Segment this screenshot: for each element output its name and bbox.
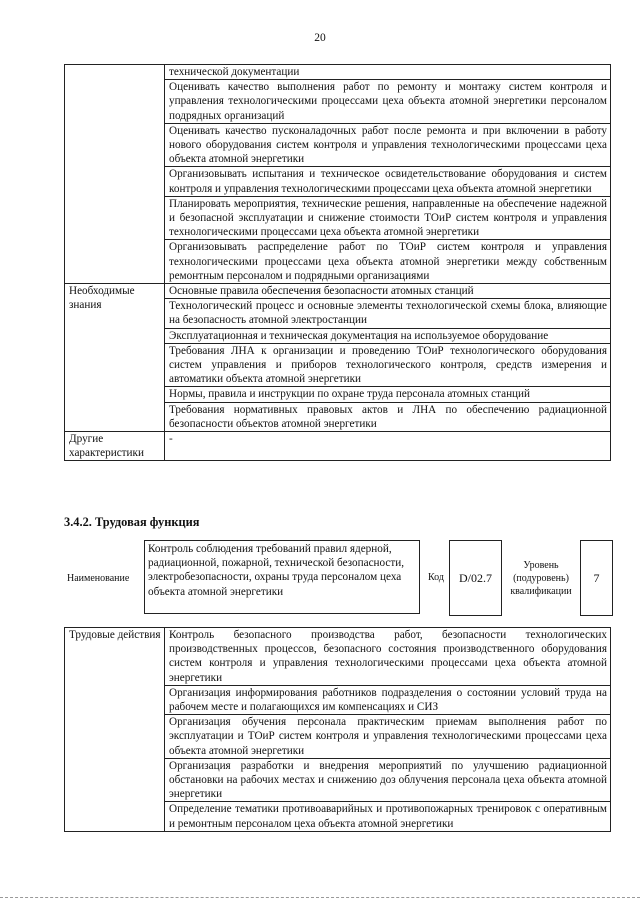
- skill-item: технической документации: [165, 65, 611, 80]
- page-bottom-divider: [0, 897, 640, 898]
- knowledge-item: Основные правила обеспечения безопасности атомных станций: [165, 284, 611, 299]
- level-box: 7: [580, 540, 613, 616]
- other-label: Другие характеристики: [65, 432, 165, 461]
- table-row: [65, 65, 611, 80]
- action-item: Организация обучения персонала практическим приемам выполнения работ по эксплуатации и ТОиР систем контроля и управления технологическими процессами цеха объекта атомной энергетики: [165, 715, 611, 759]
- section-heading: 3.4.2. Трудовая функция: [64, 515, 200, 529]
- competency-table: [64, 64, 611, 461]
- knowledge-item: Нормы, правила и инструкции по охране труда персонала атомных станций: [165, 387, 611, 402]
- action-item: Организация информирования работников подразделения о состоянии условий труда на рабочем месте и полагающихся им компенсациях и СИЗ: [165, 685, 611, 714]
- labor-actions-table: [64, 627, 611, 832]
- code-label: Код: [428, 572, 444, 583]
- level-label: Уровень (подуровень) квалификации: [510, 560, 572, 597]
- action-item: Контроль безопасного производства работ, безопасности технологических производственных процессов, безопасного состояния производственного оборудования систем контроля и управления технологическими процессами цеха объекта атомной энергетики: [165, 628, 611, 686]
- page-number: 20: [314, 32, 326, 44]
- skill-item: Планировать мероприятия, технические решения, направленные на обеспечение надежной и безопасной эксплуатации и снижение стоимости ТОиР систем контроля и управления технологическими процессами цеха объекта атомной энергетики: [165, 196, 611, 240]
- skill-item: Оценивать качество выполнения работ по ремонту и монтажу систем контроля и управления технологическими процессами цеха объекта атомной энергетики персоналом подрядных организаций: [165, 80, 611, 124]
- function-name-box: Контроль соблюдения требований правил ядерной, радиационной, пожарной, технической безопасности, электробезопасности, охраны труда персоналом цеха объекта атомной энергетики: [144, 540, 420, 614]
- knowledge-label: Необходимые знания: [65, 284, 165, 432]
- actions-label: Трудовые действия: [65, 628, 165, 832]
- table-row: [65, 628, 611, 686]
- skill-item: Организовывать распределение работ по ТОиР систем контроля и управления технологическими процессами цеха объекта атомной энергетики между собственным ремонтным персоналом и подрядными организациями: [165, 240, 611, 284]
- knowledge-item: Требования нормативных правовых актов и ЛНА по обеспечению радиационной безопасности объектов атомной энергетики: [165, 402, 611, 431]
- skills-label-cell: [65, 65, 165, 284]
- name-label: Наименование: [67, 573, 130, 584]
- table-row: [65, 284, 611, 299]
- skill-item: Оценивать качество пусконаладочных работ после ремонта и при включении в работу нового оборудования систем контроля и управления технологическими процессами цеха объекта атомной энергетики: [165, 123, 611, 167]
- code-box: D/02.7: [449, 540, 502, 616]
- knowledge-item: Технологический процесс и основные элементы технологической схемы блока, влияющие на безопасность атомной электростанции: [165, 299, 611, 328]
- table-row: [65, 432, 611, 461]
- skill-item: Организовывать испытания и техническое освидетельствование оборудования и систем контроля и управления технологическими процессами цеха объекта атомной энергетики: [165, 167, 611, 196]
- action-item: Определение тематики противоаварийных и противопожарных тренировок с оперативным и ремонтным персоналом цеха объекта атомной энергетики: [165, 802, 611, 831]
- other-value: -: [165, 432, 611, 461]
- knowledge-item: Эксплуатационная и техническая документация на используемое оборудование: [165, 328, 611, 343]
- action-item: Организация разработки и внедрения мероприятий по улучшению радиационной обстановки на рабочих местах и снижению доз облучения персонала цеха объекта атомной энергетики: [165, 758, 611, 802]
- knowledge-item: Требования ЛНА к организации и проведению ТОиР технологического оборудования систем управления и приборов технологического контроля, средств измерения и автоматики объекта атомной энергетики: [165, 343, 611, 387]
